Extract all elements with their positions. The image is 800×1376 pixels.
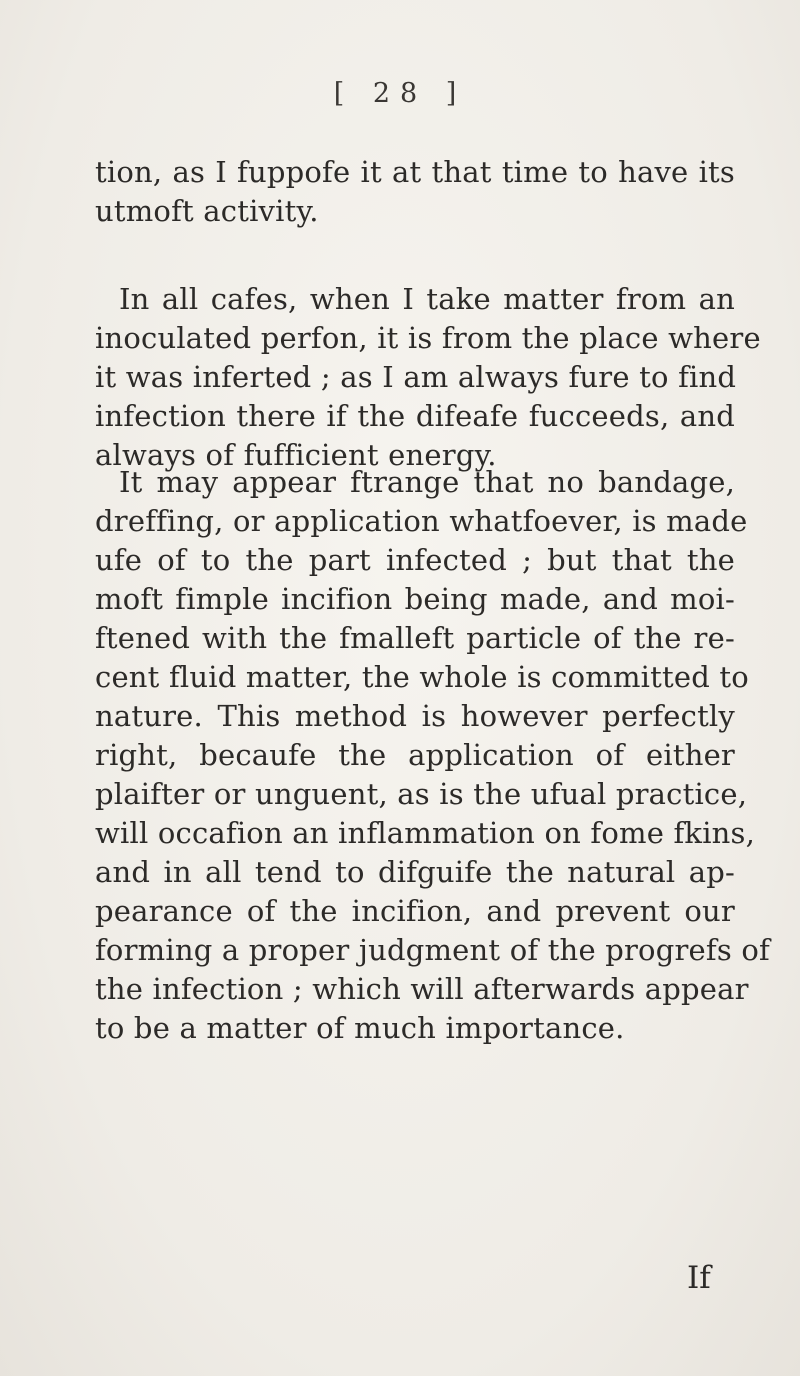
text-line: dreffing, or application whatfoever, is made	[95, 504, 748, 538]
text-line: inoculated perfon, it is from the place where	[95, 321, 761, 355]
text-line: it was inferted ; as I am always fure to find	[95, 360, 737, 394]
paragraph-no-bandage	[95, 463, 770, 1048]
text-line: pearance of the incifion, and prevent our	[95, 894, 735, 928]
text-line: will occafion an inflammation on fome fkins,	[95, 816, 756, 850]
text-line: always of fufficient energy.	[95, 438, 497, 472]
text-line: moft fimple incifion being made, and moi-	[95, 582, 735, 616]
paragraph-continuation	[95, 153, 735, 231]
text-line: plaifter or unguent, as is the ufual practice,	[95, 777, 748, 811]
text-line: the infection ; which will afterwards appear	[95, 972, 749, 1006]
text-line: It may appear ftrange that no bandage,	[119, 465, 735, 499]
text-line: infection there if the difeafe fucceeds, and	[95, 399, 735, 433]
text-line: ufe of to the part infected ; but that the	[95, 543, 735, 577]
text-line: In all cafes, when I take matter from an	[119, 282, 735, 316]
page-number: [ 28 ]	[333, 78, 467, 109]
text-line: tion, as I fuppofe it at that time to have its	[95, 155, 735, 189]
text-line: to be a matter of much importance.	[95, 1011, 625, 1045]
text-line: forming a proper judgment of the progrefs of	[95, 933, 770, 967]
catchword: If	[687, 1260, 711, 1296]
text-line: utmoft activity.	[95, 194, 319, 228]
text-line: cent fluid matter, the whole is committed to	[95, 660, 749, 694]
text-line: right, becaufe the application of either	[95, 738, 735, 772]
paragraph-inoculated-person	[95, 280, 761, 475]
text-line: ftened with the fmalleft particle of the re-	[95, 621, 735, 655]
text-line: nature. This method is however perfectly	[95, 699, 735, 733]
text-line: and in all tend to difguife the natural ap-	[95, 855, 735, 889]
